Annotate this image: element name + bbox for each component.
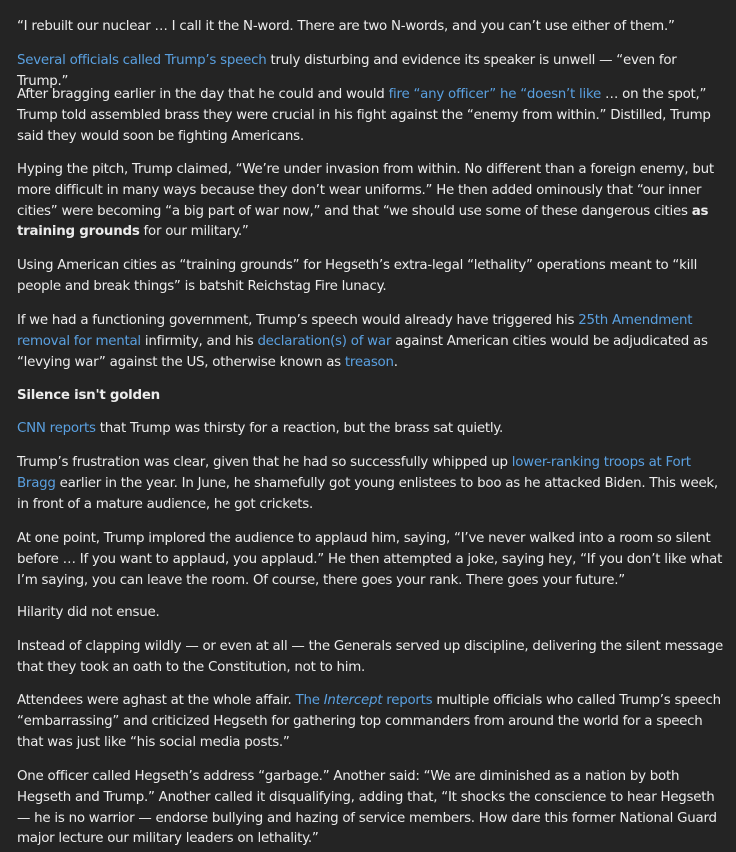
- paragraph-functioning-government: If we had a functioning government, Trump’s speech would already have triggered his 25th Amendment removal for mental infirmity, and his declaration(s) of war against American cities would be adjudicated as “levying war” against the US, otherwise known as treason.: [17, 313, 708, 370]
- link-intercept-reports[interactable]: The Intercept reports: [295, 693, 433, 708]
- paragraph-training-grounds: Using American cities as “training grounds” for Hegseth’s extra-legal “lethality” operations meant to “kill people and break things” is batshit Reichstag Fire lunacy.: [17, 258, 698, 294]
- paragraph-hyping-pitch: Hyping the pitch, Trump claimed, “We’re under invasion from within. No different than a foreign enemy, but more difficult in many ways because they don’t wear uniforms.” He then added ominously that “our inner cities” were becoming “a big part of war now,” and that “we should use some of these dangerous cities as training grounds for our military.”: [17, 162, 714, 240]
- paragraph-discipline: Instead of clapping wildly — or even at all — the Generals served up discipline, delivering the silent message that they took an oath to the Constitution, not to him.: [17, 639, 724, 675]
- bold-training-grounds: as training grounds: [17, 203, 709, 240]
- paragraph-nuclear-quote: “I rebuilt our nuclear … I call it the N-word. There are two N-words, and you can’t use either of them.”: [17, 19, 675, 34]
- paragraph-officials-speech: Several officials called Trump’s speech truly disturbing and evidence its speaker is unwell — “even for Trump.”: [17, 53, 677, 89]
- link-declarations-of-war[interactable]: declaration(s) of war: [257, 333, 392, 349]
- link-fire-any-officer[interactable]: fire “any officer” he “doesn’t like: [388, 87, 602, 102]
- link-treason[interactable]: treason: [344, 354, 394, 370]
- link-25th-amendment[interactable]: 25th Amendment removal for mental: [17, 313, 693, 349]
- link-officials-speech[interactable]: Several officials called Trump’s speech: [17, 53, 267, 68]
- section-heading: Silence isn't golden: [17, 388, 160, 403]
- paragraph-cnn: CNN reports that Trump was thirsty for a reaction, but the brass sat quietly.: [17, 421, 504, 436]
- paragraph-hilarity: Hilarity did not ensue.: [17, 605, 160, 620]
- link-cnn-reports[interactable]: CNN reports: [17, 421, 96, 436]
- paragraph-aghast: Attendees were aghast at the whole affair. The Intercept reports multiple officials who called Trump’s speech “embarrassing” and criticized Hegseth for gathering top commanders from around the world for a speech that was just like “his social media posts.”: [17, 693, 721, 750]
- paragraph-officer-garbage: One officer called Hegseth’s address “garbage.” Another said: “We are diminished as a nation by both Hegseth and Trump.” Another called it disqualifying, adding that, “It shocks the conscience to hear Hegseth — he is no warrior — endorse bullying and hazing of service members. How dare this former National Guard major lecture our military leaders on lethality.”: [17, 769, 717, 847]
- paragraph-bragging: After bragging earlier in the day that he could and would fire “any officer” he “doesn’t like … on the spot,” Trump told assembled brass they were crucial in his fight against the “enemy from within.” Distilled, Trump said they would soon be fighting Americans.: [17, 87, 711, 144]
- paragraph-frustration: Trump’s frustration was clear, given that he had so successfully whipped up lower-ranking troops at Fort Bragg earlier in the year. In June, he shamefully got young enlistees to boo as he attacked Biden. This week, in front of a mature audience, he got crickets.: [17, 455, 718, 512]
- paragraph-implored: At one point, Trump implored the audience to applaud him, saying, “I’ve never walked into a room so silent before … If you want to applaud, you applaud.” He then attempted a joke, saying hey, “If you don’t like what I’m saying, you can leave the room. Of course, there goes your rank. There goes your future.”: [17, 531, 723, 588]
- link-fort-bragg[interactable]: lower-ranking troops at Fort Bragg: [17, 455, 691, 491]
